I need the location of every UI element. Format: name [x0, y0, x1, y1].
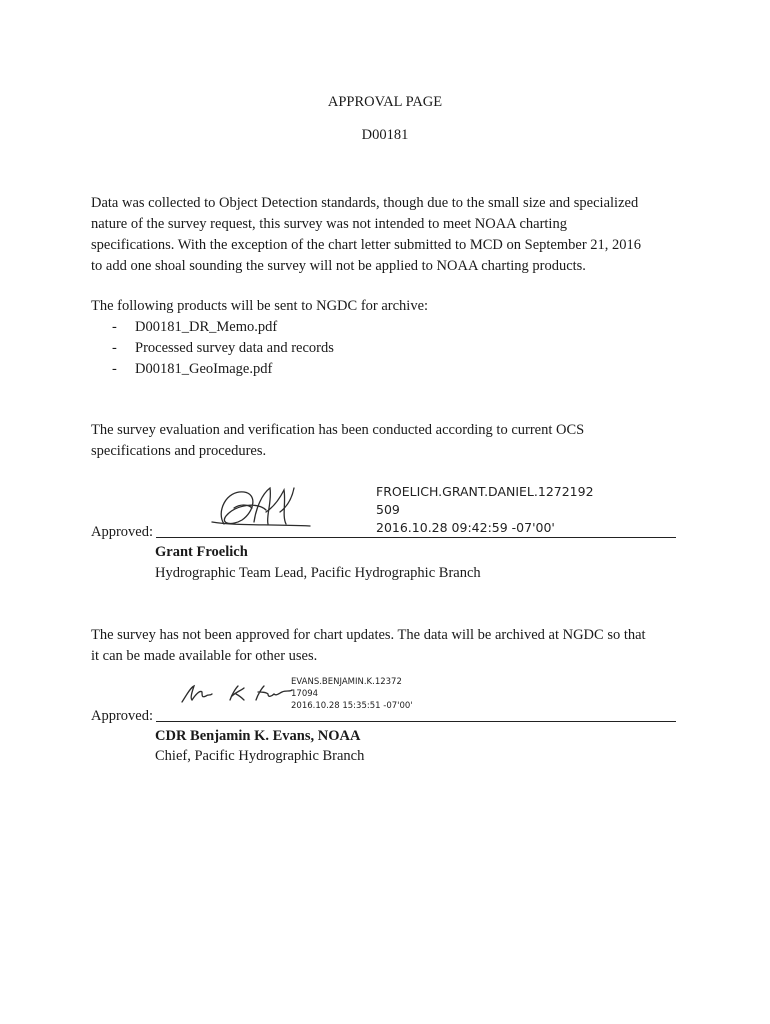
approved-label: Approved:	[91, 708, 154, 724]
digital-signature-stamp	[376, 483, 594, 537]
evaluation-line: The survey evaluation and verification has been conducted according to current OCS	[91, 422, 585, 438]
signature-line	[156, 721, 676, 722]
intro-line: Data was collected to Object Detection standards, though due to the small size and specialized	[91, 195, 639, 211]
list-item	[91, 338, 334, 359]
signature-line	[156, 537, 676, 538]
digital-signature-stamp	[291, 676, 413, 712]
intro-line: nature of the survey request, this survey was not intended to meet NOAA charting	[91, 216, 567, 232]
list-bullet: -	[112, 361, 117, 377]
approver-name	[155, 544, 248, 561]
evaluation-line: specifications and procedures.	[91, 443, 267, 459]
approver-name	[155, 728, 360, 745]
digital-signature-line: 17094	[291, 689, 319, 699]
handwritten-signature-evans	[178, 682, 294, 706]
chart-line: The survey has not been approved for chart updates. The data will be archived at NGDC so that	[91, 627, 646, 643]
list-item-text: Processed survey data and records	[135, 340, 334, 356]
document-id: D00181	[361, 127, 409, 143]
list-item-text: D00181_DR_Memo.pdf	[135, 319, 278, 335]
list-bullet: -	[112, 319, 117, 335]
approver-name-text: CDR Benjamin K. Evans, NOAA	[155, 728, 361, 744]
handwritten-signature-froelich	[206, 482, 316, 532]
digital-signature-line: 2016.10.28 09:42:59 -07'00'	[376, 520, 555, 535]
intro-paragraph	[91, 193, 681, 277]
list-bullet: -	[112, 340, 117, 356]
approved-label: Approved:	[91, 524, 154, 540]
approver-name-text: Grant Froelich	[155, 544, 248, 560]
list-item	[91, 317, 277, 338]
chart-paragraph	[91, 625, 681, 667]
digital-signature-line: 509	[376, 502, 400, 517]
products-lead: The following products will be sent to NGDC for archive:	[91, 298, 429, 314]
digital-signature-line: EVANS.BENJAMIN.K.12372	[291, 677, 402, 687]
intro-line: to add one shoal sounding the survey will not be applied to NOAA charting products.	[91, 258, 586, 274]
digital-signature-line: 2016.10.28 15:35:51 -07'00'	[291, 701, 413, 711]
digital-signature-line: FROELICH.GRANT.DANIEL.1272192	[376, 484, 594, 499]
list-item	[91, 359, 272, 380]
intro-line: specifications. With the exception of the chart letter submitted to MCD on September 21, 2016	[91, 237, 642, 253]
approver-title: Hydrographic Team Lead, Pacific Hydrographic Branch	[155, 565, 481, 581]
evaluation-paragraph	[91, 420, 681, 462]
page-title: APPROVAL PAGE	[327, 94, 443, 110]
approver-title: Chief, Pacific Hydrographic Branch	[155, 748, 365, 764]
list-item-text: D00181_GeoImage.pdf	[135, 361, 273, 377]
chart-line: it can be made available for other uses.	[91, 648, 318, 664]
